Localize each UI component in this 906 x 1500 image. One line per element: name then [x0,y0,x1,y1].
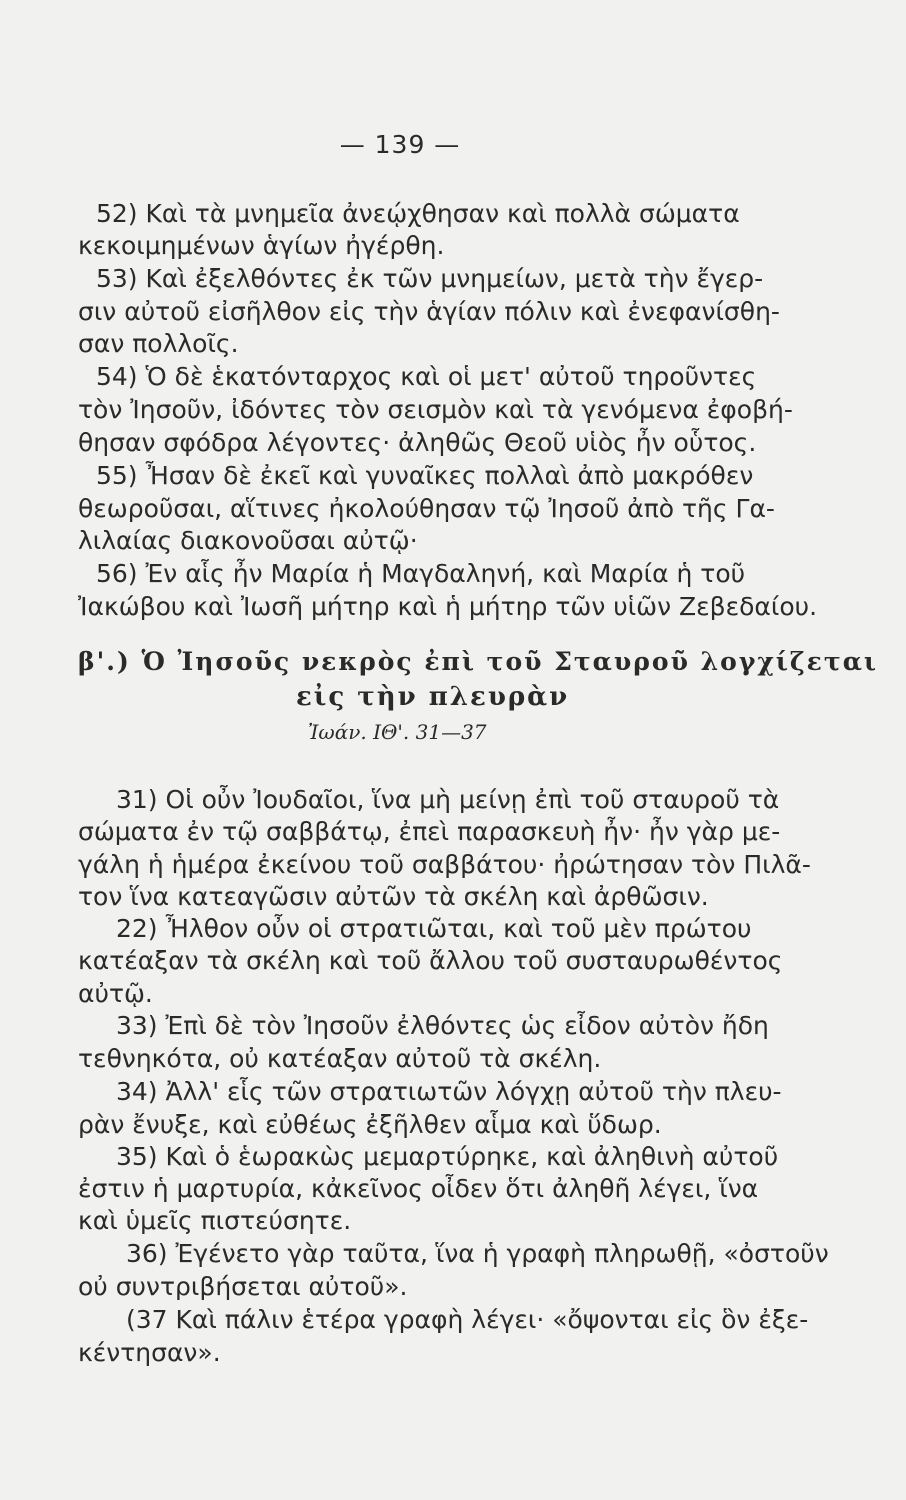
text-line: ρὰν ἔνυξε, καὶ εὐθέως ἐξῆλθεν αἷμα καὶ ὕδωρ. [78,1110,662,1139]
text-line: τεθνηκότα, οὐ κατέαξαν αὐτοῦ τὰ σκέλη. [78,1044,602,1073]
text-line: 33) Ἐπὶ δὲ τὸν Ἰησοῦν ἐλθόντες ὡς εἶδον αὐτὸν ἤδη [116,1011,769,1040]
section-heading: β'.) Ὁ Ἰησοῦς νεκρὸς ἐπὶ τοῦ Σταυροῦ λογχίζεται [78,647,879,676]
text-line: 22) Ἦλθον οὖν οἱ στρατιῶται, καὶ τοῦ μὲν πρώτου [116,914,752,943]
text-line: καὶ ὑμεῖς πιστεύσητε. [78,1206,352,1235]
text-line: 55) Ἦσαν δὲ ἐκεῖ καὶ γυναῖκες πολλαὶ ἀπὸ μακρόθεν [96,461,754,490]
section-heading-continued: εἰς τὴν πλευρὰν [296,682,570,712]
text-line: κεκοιμημένων ἁγίων ἠγέρθη. [78,231,445,260]
text-line: 56) Ἐν αἷς ἦν Μαρία ἡ Μαγδαληνή, καὶ Μαρία ἡ τοῦ [96,559,746,588]
text-line: σώματα ἐν τῷ σαββάτῳ, ἐπεὶ παρασκευὴ ἦν· ἦν γὰρ με- [78,817,781,846]
text-line: 54) Ὁ δὲ ἑκατόνταρχος καὶ οἱ μετ' αὐτοῦ τηροῦντες [96,362,757,391]
text-line: οὐ συντριβήσεται αὐτοῦ». [78,1272,408,1301]
text-line: τὸν Ἰησοῦν, ἰδόντες τὸν σεισμὸν καὶ τὰ γενόμενα ἐφοβή- [78,395,793,424]
text-line: σιν αὐτοῦ εἰσῆλθον εἰς τὴν ἁγίαν πόλιν καὶ ἐνεφανίσθη- [78,297,780,326]
text-line: σαν πολλοῖς. [78,329,239,358]
text-line: λιλαίας διακονοῦσαι αὐτῷ· [78,526,418,555]
text-line: 31) Οἱ οὖν Ἰουδαῖοι, ἵνα μὴ μείνῃ ἐπὶ τοῦ σταυροῦ τὰ [116,785,780,814]
text-line: Ἰακώβου καὶ Ἰωσῆ μήτηρ καὶ ἡ μήτηρ τῶν υἱῶν Ζεβεδαίου. [78,592,818,621]
text-line: αὐτῷ. [78,979,153,1008]
text-line: 52) Καὶ τὰ μνημεῖα ἀνεῴχθησαν καὶ πολλὰ σώματα [96,199,740,228]
text-line: γάλη ἡ ἡμέρα ἐκείνου τοῦ σαββάτου· ἠρώτησαν τὸν Πιλᾶ- [78,850,811,879]
page-number: — 139 — [339,130,461,159]
text-line: 34) Ἀλλ' εἷς τῶν στρατιωτῶν λόγχῃ αὐτοῦ τὴν πλευ- [116,1077,782,1106]
text-line: θησαν σφόδρα λέγοντες· ἀληθῶς Θεοῦ υἱὸς ἦν οὗτος. [78,428,757,457]
text-line: τον ἵνα κατεαγῶσιν αὐτῶν τὰ σκέλη καὶ ἀρθῶσιν. [78,882,709,911]
text-line: 36) Ἐγένετο γὰρ ταῦτα, ἵνα ἡ γραφὴ πληρωθῇ, «ὀστοῦν [126,1239,829,1268]
text-line: κέντησαν». [78,1338,221,1367]
text-line: 53) Καὶ ἐξελθόντες ἐκ τῶν μνημείων, μετὰ τὴν ἔγερ- [96,264,764,293]
scripture-reference: Ἰωάν. ΙΘ'. 31—37 [308,720,487,744]
text-line: ἐστιν ἡ μαρτυρία, κἀκεῖνος οἶδεν ὅτι ἀληθῆ λέγει, ἵνα [78,1174,759,1203]
text-line: κατέαξαν τὰ σκέλη καὶ τοῦ ἄλλου τοῦ συσταυρωθέντος [78,946,783,975]
text-line: θεωροῦσαι, αἵτινες ἠκολούθησαν τῷ Ἰησοῦ ἀπὸ τῆς Γα- [78,494,775,523]
text-line: 35) Καὶ ὁ ἑωρακὼς μεμαρτύρηκε, καὶ ἀληθινὴ αὐτοῦ [116,1142,779,1171]
text-line: (37 Καὶ πάλιν ἑτέρα γραφὴ λέγει· «ὄψονται εἰς ὃν ἐξε- [126,1305,809,1334]
